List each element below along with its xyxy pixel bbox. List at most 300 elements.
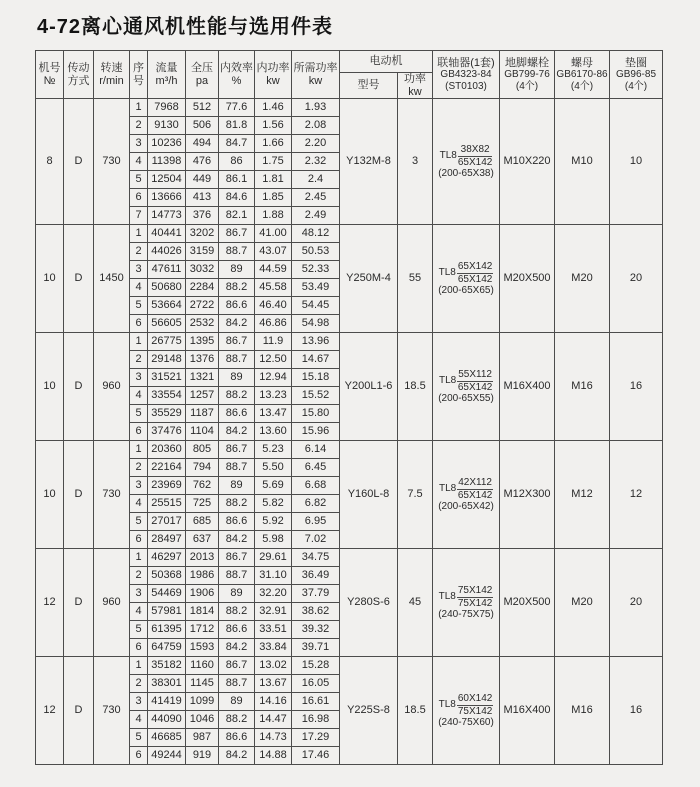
coupling-denominator: 65X142 <box>457 489 493 501</box>
drive-mode-cell: D <box>64 99 94 225</box>
efficiency-cell: 88.7 <box>219 459 255 477</box>
col-header-flow <box>148 51 186 99</box>
coupling-spec <box>433 144 499 168</box>
motor-power-cell: 7.5 <box>398 441 433 549</box>
pressure-cell: 2532 <box>186 315 219 333</box>
coupling-numerator: 42X112 <box>458 477 492 489</box>
coupling-note: (200-65X55) <box>438 393 494 405</box>
motor-power-cell: 18.5 <box>398 657 433 765</box>
col-header-drive <box>64 51 94 99</box>
required-power-cell: 14.67 <box>292 351 340 369</box>
header-label: 全压 <box>191 62 213 74</box>
required-power-cell: 50.53 <box>292 243 340 261</box>
motor-model-cell: Y160L-8 <box>340 441 398 549</box>
header-label: % <box>231 74 242 87</box>
coupling-fraction <box>457 693 493 717</box>
pressure-cell: 1395 <box>186 333 219 351</box>
pressure-cell: 725 <box>186 495 219 513</box>
required-power-cell: 52.33 <box>292 261 340 279</box>
pressure-cell: 1906 <box>186 585 219 603</box>
coupling-spec <box>433 585 499 609</box>
flow-cell: 41419 <box>148 693 186 711</box>
seq-cell: 5 <box>130 513 148 531</box>
header-label: 电动机 <box>369 55 403 68</box>
efficiency-cell: 86 <box>219 153 255 171</box>
efficiency-cell: 86.6 <box>219 729 255 747</box>
coupling-spec <box>433 369 499 393</box>
speed-cell: 960 <box>94 333 130 441</box>
pressure-cell: 1257 <box>186 387 219 405</box>
efficiency-cell: 88.2 <box>219 711 255 729</box>
header-label: № <box>43 74 56 87</box>
required-power-cell: 2.20 <box>292 135 340 153</box>
header-label: GB4323-84 <box>440 69 492 81</box>
efficiency-cell: 86.6 <box>219 297 255 315</box>
seq-cell: 1 <box>130 99 148 117</box>
seq-cell: 5 <box>130 729 148 747</box>
table-row <box>36 333 663 351</box>
internal-power-cell: 46.40 <box>255 297 292 315</box>
header-label: GB96-85 <box>615 69 657 81</box>
header-label: 螺母 <box>571 56 593 69</box>
nut-cell: M16 <box>555 657 610 765</box>
seq-cell: 1 <box>130 441 148 459</box>
internal-power-cell: 5.23 <box>255 441 292 459</box>
required-power-cell: 17.29 <box>292 729 340 747</box>
flow-cell: 9130 <box>148 117 186 135</box>
header-label: GB799-76 <box>504 69 550 81</box>
required-power-cell: 1.93 <box>292 99 340 117</box>
pressure-cell: 1712 <box>186 621 219 639</box>
seq-cell: 2 <box>130 351 148 369</box>
required-power-cell: 2.4 <box>292 171 340 189</box>
flow-cell: 14773 <box>148 207 186 225</box>
col-header-pressure <box>186 51 219 99</box>
nut-cell: M20 <box>555 225 610 333</box>
pressure-cell: 1376 <box>186 351 219 369</box>
efficiency-cell: 86.6 <box>219 405 255 423</box>
required-power-cell: 15.18 <box>292 369 340 387</box>
internal-power-cell: 29.61 <box>255 549 292 567</box>
col-header-seq <box>130 51 148 99</box>
seq-cell: 4 <box>130 387 148 405</box>
fan-table-body <box>36 99 663 765</box>
efficiency-cell: 88.2 <box>219 603 255 621</box>
coupling-numerator: 75X142 <box>457 585 493 597</box>
pressure-cell: 1046 <box>186 711 219 729</box>
flow-cell: 50680 <box>148 279 186 297</box>
seq-cell: 3 <box>130 369 148 387</box>
flow-cell: 29148 <box>148 351 186 369</box>
internal-power-cell: 33.84 <box>255 639 292 657</box>
seq-cell: 3 <box>130 477 148 495</box>
motor-model-cell: Y200L1-6 <box>340 333 398 441</box>
pressure-cell: 685 <box>186 513 219 531</box>
seq-cell: 5 <box>130 171 148 189</box>
internal-power-cell: 1.81 <box>255 171 292 189</box>
header-label: 所需功率 <box>293 62 338 74</box>
internal-power-cell: 5.69 <box>255 477 292 495</box>
pressure-cell: 1104 <box>186 423 219 441</box>
header-label: (ST0103) <box>445 80 487 92</box>
coupling-note: (240-75X75) <box>438 609 494 621</box>
internal-power-cell: 5.82 <box>255 495 292 513</box>
header-label: kw <box>266 74 280 87</box>
internal-power-cell: 1.56 <box>255 117 292 135</box>
pressure-cell: 413 <box>186 189 219 207</box>
anchor-bolt-cell: M20X500 <box>500 549 555 657</box>
header-label: (4个) <box>515 80 539 92</box>
table-row <box>36 441 663 459</box>
efficiency-cell: 86.7 <box>219 225 255 243</box>
header-label: GB6170-86 <box>556 69 608 81</box>
pressure-cell: 2284 <box>186 279 219 297</box>
flow-cell: 37476 <box>148 423 186 441</box>
drive-mode-cell: D <box>64 333 94 441</box>
efficiency-cell: 84.2 <box>219 423 255 441</box>
header-label: 垫圈 <box>625 56 647 69</box>
required-power-cell: 2.32 <box>292 153 340 171</box>
machine-no-cell: 12 <box>36 549 64 657</box>
motor-power-cell: 55 <box>398 225 433 333</box>
efficiency-cell: 77.6 <box>219 99 255 117</box>
efficiency-cell: 88.2 <box>219 495 255 513</box>
anchor-bolt-cell: M10X220 <box>500 99 555 225</box>
seq-cell: 5 <box>130 297 148 315</box>
efficiency-cell: 84.2 <box>219 315 255 333</box>
table-row <box>36 657 663 675</box>
internal-power-cell: 1.46 <box>255 99 292 117</box>
col-header-washer <box>610 51 663 99</box>
required-power-cell: 53.49 <box>292 279 340 297</box>
efficiency-cell: 84.2 <box>219 639 255 657</box>
efficiency-cell: 86.1 <box>219 171 255 189</box>
coupling-type: TL8 <box>438 267 456 279</box>
efficiency-cell: 81.8 <box>219 117 255 135</box>
coupling-denominator: 75X142 <box>457 597 493 609</box>
efficiency-cell: 88.7 <box>219 675 255 693</box>
efficiency-cell: 89 <box>219 585 255 603</box>
anchor-bolt-cell: M16X400 <box>500 657 555 765</box>
flow-cell: 38301 <box>148 675 186 693</box>
flow-cell: 56605 <box>148 315 186 333</box>
motor-power-cell: 18.5 <box>398 333 433 441</box>
efficiency-cell: 88.2 <box>219 279 255 297</box>
pressure-cell: 805 <box>186 441 219 459</box>
coupling-numerator: 65X142 <box>457 261 493 273</box>
header-label: 转速 <box>100 62 123 74</box>
required-power-cell: 38.62 <box>292 603 340 621</box>
internal-power-cell: 33.51 <box>255 621 292 639</box>
flow-cell: 26775 <box>148 333 186 351</box>
fan-selection-table <box>35 50 663 765</box>
efficiency-cell: 89 <box>219 261 255 279</box>
required-power-cell: 16.98 <box>292 711 340 729</box>
seq-cell: 4 <box>130 153 148 171</box>
nut-cell: M10 <box>555 99 610 225</box>
col-header-coupling <box>433 51 500 99</box>
coupling-fraction <box>457 261 493 285</box>
coupling-denominator: 65X142 <box>457 273 493 285</box>
flow-cell: 7968 <box>148 99 186 117</box>
col-header-internal-power <box>255 51 292 99</box>
pressure-cell: 3159 <box>186 243 219 261</box>
speed-cell: 1450 <box>94 225 130 333</box>
coupling-type: TL8 <box>438 591 456 603</box>
coupling-cell <box>433 441 500 549</box>
header-label: 地脚螺栓 <box>505 56 549 69</box>
pressure-cell: 987 <box>186 729 219 747</box>
coupling-cell <box>433 99 500 225</box>
internal-power-cell: 5.92 <box>255 513 292 531</box>
pressure-cell: 1160 <box>186 657 219 675</box>
seq-cell: 5 <box>130 621 148 639</box>
coupling-cell <box>433 657 500 765</box>
flow-cell: 47611 <box>148 261 186 279</box>
drive-mode-cell: D <box>64 549 94 657</box>
efficiency-cell: 86.6 <box>219 513 255 531</box>
seq-cell: 6 <box>130 423 148 441</box>
washer-cell: 20 <box>610 225 663 333</box>
required-power-cell: 2.08 <box>292 117 340 135</box>
flow-cell: 49244 <box>148 747 186 765</box>
required-power-cell: 6.82 <box>292 495 340 513</box>
required-power-cell: 2.45 <box>292 189 340 207</box>
efficiency-cell: 88.7 <box>219 243 255 261</box>
machine-no-cell: 8 <box>36 99 64 225</box>
efficiency-cell: 89 <box>219 477 255 495</box>
flow-cell: 11398 <box>148 153 186 171</box>
efficiency-cell: 86.6 <box>219 621 255 639</box>
coupling-note: (200-65X65) <box>438 285 494 297</box>
header-label: 内效率 <box>220 62 253 74</box>
nut-cell: M20 <box>555 549 610 657</box>
required-power-cell: 7.02 <box>292 531 340 549</box>
seq-cell: 5 <box>130 405 148 423</box>
drive-mode-cell: D <box>64 441 94 549</box>
seq-cell: 2 <box>130 567 148 585</box>
efficiency-cell: 84.7 <box>219 135 255 153</box>
flow-cell: 23969 <box>148 477 186 495</box>
pressure-cell: 506 <box>186 117 219 135</box>
pressure-cell: 1593 <box>186 639 219 657</box>
efficiency-cell: 89 <box>219 693 255 711</box>
required-power-cell: 39.32 <box>292 621 340 639</box>
required-power-cell: 36.49 <box>292 567 340 585</box>
header-label: (4个) <box>570 80 594 92</box>
efficiency-cell: 86.7 <box>219 657 255 675</box>
motor-power-cell: 45 <box>398 549 433 657</box>
coupling-denominator: 75X142 <box>457 705 493 717</box>
coupling-type: TL8 <box>438 699 456 711</box>
pressure-cell: 2722 <box>186 297 219 315</box>
internal-power-cell: 5.50 <box>255 459 292 477</box>
flow-cell: 33554 <box>148 387 186 405</box>
efficiency-cell: 88.7 <box>219 567 255 585</box>
flow-cell: 44090 <box>148 711 186 729</box>
seq-cell: 3 <box>130 261 148 279</box>
coupling-cell <box>433 549 500 657</box>
drive-mode-cell: D <box>64 657 94 765</box>
required-power-cell: 16.61 <box>292 693 340 711</box>
header-label: r/min <box>99 74 124 87</box>
speed-cell: 730 <box>94 657 130 765</box>
required-power-cell: 15.80 <box>292 405 340 423</box>
page-title: 4-72离心通风机性能与选用件表 <box>37 16 334 38</box>
flow-cell: 54469 <box>148 585 186 603</box>
seq-cell: 1 <box>130 657 148 675</box>
pressure-cell: 762 <box>186 477 219 495</box>
speed-cell: 960 <box>94 549 130 657</box>
header-label: pa <box>195 74 209 87</box>
machine-no-cell: 10 <box>36 441 64 549</box>
required-power-cell: 13.96 <box>292 333 340 351</box>
col-header-motor-model: 型号 <box>340 73 398 99</box>
seq-cell: 4 <box>130 603 148 621</box>
seq-cell: 7 <box>130 207 148 225</box>
header-label: 方式 <box>67 74 90 87</box>
pressure-cell: 1321 <box>186 369 219 387</box>
seq-cell: 3 <box>130 135 148 153</box>
flow-cell: 13666 <box>148 189 186 207</box>
flow-cell: 22164 <box>148 459 186 477</box>
motor-model-cell: Y225S-8 <box>340 657 398 765</box>
pressure-cell: 3032 <box>186 261 219 279</box>
required-power-cell: 16.05 <box>292 675 340 693</box>
seq-cell: 3 <box>130 585 148 603</box>
col-header-machine-no <box>36 51 64 99</box>
pressure-cell: 1986 <box>186 567 219 585</box>
flow-cell: 50368 <box>148 567 186 585</box>
flow-cell: 27017 <box>148 513 186 531</box>
coupling-denominator: 65X142 <box>457 381 493 393</box>
required-power-cell: 6.45 <box>292 459 340 477</box>
pressure-cell: 794 <box>186 459 219 477</box>
internal-power-cell: 1.75 <box>255 153 292 171</box>
flow-cell: 35529 <box>148 405 186 423</box>
header-label: 流量 <box>155 62 178 74</box>
internal-power-cell: 1.88 <box>255 207 292 225</box>
coupling-fraction <box>457 477 493 501</box>
washer-cell: 16 <box>610 657 663 765</box>
machine-no-cell: 12 <box>36 657 64 765</box>
required-power-cell: 15.28 <box>292 657 340 675</box>
col-header-motor-power: 功率kw <box>398 73 433 99</box>
required-power-cell: 54.98 <box>292 315 340 333</box>
anchor-bolt-cell: M20X500 <box>500 225 555 333</box>
coupling-cell <box>433 225 500 333</box>
seq-cell: 6 <box>130 639 148 657</box>
required-power-cell: 39.71 <box>292 639 340 657</box>
machine-no-cell: 10 <box>36 333 64 441</box>
header-label: kw <box>308 74 323 87</box>
anchor-bolt-cell: M12X300 <box>500 441 555 549</box>
seq-cell: 6 <box>130 531 148 549</box>
internal-power-cell: 14.88 <box>255 747 292 765</box>
nut-cell: M16 <box>555 333 610 441</box>
coupling-numerator: 60X142 <box>457 693 493 705</box>
required-power-cell: 15.96 <box>292 423 340 441</box>
internal-power-cell: 13.02 <box>255 657 292 675</box>
internal-power-cell: 32.20 <box>255 585 292 603</box>
col-header-speed <box>94 51 130 99</box>
internal-power-cell: 13.23 <box>255 387 292 405</box>
efficiency-cell: 82.1 <box>219 207 255 225</box>
seq-cell: 4 <box>130 279 148 297</box>
nut-cell: M12 <box>555 441 610 549</box>
internal-power-cell: 14.16 <box>255 693 292 711</box>
washer-cell: 16 <box>610 333 663 441</box>
header-row-1 <box>36 51 663 73</box>
internal-power-cell: 32.91 <box>255 603 292 621</box>
seq-cell: 3 <box>130 693 148 711</box>
coupling-fraction <box>458 144 492 168</box>
seq-cell: 2 <box>130 117 148 135</box>
coupling-spec <box>433 261 499 285</box>
header-label: 联轴器(1套) <box>437 56 495 69</box>
col-header-anchor-bolt <box>500 51 555 99</box>
pressure-cell: 2013 <box>186 549 219 567</box>
flow-cell: 35182 <box>148 657 186 675</box>
speed-cell: 730 <box>94 99 130 225</box>
internal-power-cell: 44.59 <box>255 261 292 279</box>
internal-power-cell: 14.47 <box>255 711 292 729</box>
required-power-cell: 6.95 <box>292 513 340 531</box>
seq-cell: 2 <box>130 243 148 261</box>
efficiency-cell: 86.7 <box>219 549 255 567</box>
required-power-cell: 15.52 <box>292 387 340 405</box>
coupling-type: TL8 <box>439 375 457 387</box>
washer-cell: 12 <box>610 441 663 549</box>
col-header-required-power <box>292 51 340 99</box>
required-power-cell: 48.12 <box>292 225 340 243</box>
pressure-cell: 1099 <box>186 693 219 711</box>
washer-cell: 10 <box>610 99 663 225</box>
internal-power-cell: 1.85 <box>255 189 292 207</box>
internal-power-cell: 1.66 <box>255 135 292 153</box>
flow-cell: 44026 <box>148 243 186 261</box>
internal-power-cell: 12.94 <box>255 369 292 387</box>
motor-power-cell: 3 <box>398 99 433 225</box>
header-label: (4个) <box>624 80 648 92</box>
seq-cell: 1 <box>130 225 148 243</box>
pressure-cell: 919 <box>186 747 219 765</box>
required-power-cell: 6.14 <box>292 441 340 459</box>
coupling-denominator: 65X142 <box>457 156 493 168</box>
pressure-cell: 449 <box>186 171 219 189</box>
flow-cell: 64759 <box>148 639 186 657</box>
required-power-cell: 34.75 <box>292 549 340 567</box>
pressure-cell: 3202 <box>186 225 219 243</box>
seq-cell: 6 <box>130 747 148 765</box>
seq-cell: 4 <box>130 495 148 513</box>
flow-cell: 25515 <box>148 495 186 513</box>
coupling-note: (240-75X60) <box>438 717 494 729</box>
seq-cell: 2 <box>130 459 148 477</box>
coupling-note: (200-65X42) <box>438 501 494 513</box>
pressure-cell: 637 <box>186 531 219 549</box>
flow-cell: 57981 <box>148 603 186 621</box>
efficiency-cell: 86.7 <box>219 441 255 459</box>
internal-power-cell: 45.58 <box>255 279 292 297</box>
coupling-type: TL8 <box>439 150 457 162</box>
required-power-cell: 2.49 <box>292 207 340 225</box>
flow-cell: 61395 <box>148 621 186 639</box>
coupling-type: TL8 <box>439 483 457 495</box>
efficiency-cell: 84.2 <box>219 747 255 765</box>
header-label: 传动 <box>67 62 90 74</box>
coupling-fraction <box>457 585 493 609</box>
